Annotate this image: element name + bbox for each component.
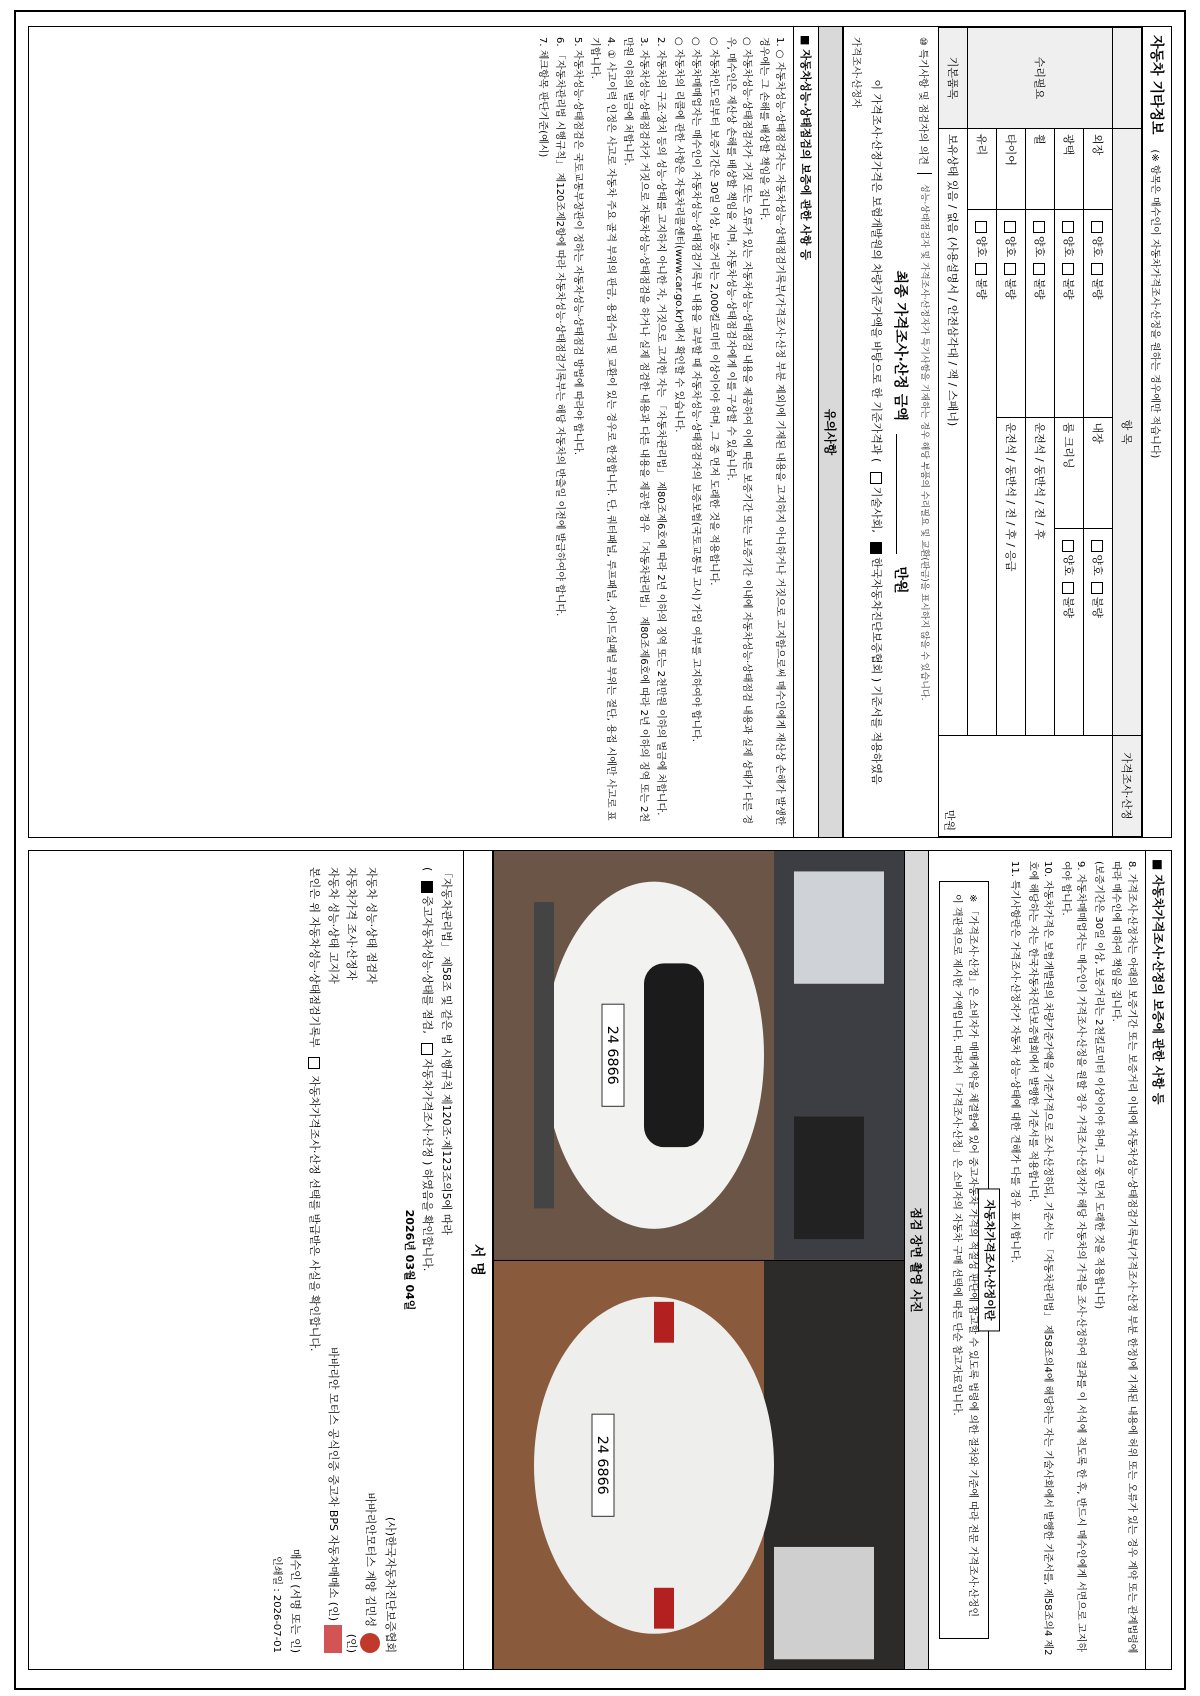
opt-label: 양호 <box>975 236 988 258</box>
checkbox-performance[interactable] <box>421 881 433 893</box>
other-info-title-text: 자동차 기타정보 <box>1148 35 1164 135</box>
pricer-label: 자동차가격 조사·산정자 <box>345 867 359 981</box>
checkbox-basis-2[interactable] <box>870 542 882 554</box>
row-name: 유리 <box>968 129 997 210</box>
plate-text: 24 6866 <box>594 1435 610 1495</box>
notice-item: ○ 자동차의 리콜에 관한 사항은 자동차리콜센터(www.car.go.kr)에서 확인할 수 있습니다. <box>673 37 684 433</box>
rotated-document <box>28 26 1172 1670</box>
final-price-line <box>885 37 917 827</box>
checkbox-basis-1[interactable] <box>870 472 882 484</box>
table-row <box>1026 28 1055 837</box>
basis-opt-1: 기술사회 <box>870 486 883 530</box>
opt-label: 양호 <box>1091 236 1104 258</box>
notice-item: 4. ① 사고이력 인정은 사고로 자동차 주요 골격 부위의 판금, 용접수리 및 교환이 있는 경우로 한정합니다. 단, 쿼터패널, 루프패널, 사이드실패널 부위는 절단, 용접 시에만 사고로 표기합니다. <box>589 37 616 821</box>
opt-label: 불량 <box>1033 278 1046 300</box>
pricer-row <box>342 867 361 1653</box>
opt-label: 양호 <box>1004 236 1017 258</box>
checkbox[interactable] <box>1033 263 1045 275</box>
buyer-tail: 자동차가격조사·산정 선택를 발급받은 사실을 확인합니다. <box>307 1075 321 1352</box>
checkbox[interactable] <box>1062 540 1074 552</box>
checkbox[interactable] <box>1091 263 1103 275</box>
row-name: 외장 <box>1084 129 1113 210</box>
checkbox[interactable] <box>1004 263 1016 275</box>
table-row <box>968 28 997 837</box>
row-name2: 운전석 / 동반석 / 전 / 후 <box>1026 417 1055 736</box>
sign-title: 서 명 <box>463 851 493 1669</box>
warranty-item: 11. 특기사항란은 가격조사·산정자가 자동차 성능·상태에 대한 견해가 다를 경우 표시합니다. <box>1009 861 1021 1263</box>
pricer-value: (인) <box>345 1633 359 1653</box>
buyer-row <box>304 867 323 1653</box>
price-explain-tag: 자동차가격조사·산정이란 <box>978 1188 1000 1331</box>
final-price-field[interactable] <box>896 434 897 554</box>
inspector-value: 바바리안모터스 계양 김민성 <box>364 1492 378 1627</box>
basic-row: 보유상태 있음 / 없음 (사용설명서 / 안전삼각대 / 잭 / 스패너) <box>939 129 968 736</box>
checkbox-buyer[interactable] <box>308 1057 320 1069</box>
seal-icon <box>360 1633 380 1653</box>
opt-label: 불량 <box>1091 596 1104 619</box>
check2-label: 자동차가격조사·산정 <box>421 1058 435 1158</box>
notice-title: 유의사항 <box>818 27 843 837</box>
row-name2: 운전석 / 동반석 / 전 / 후 / 응급 <box>997 417 1026 736</box>
checkbox-price[interactable] <box>421 1043 433 1055</box>
notice-body <box>527 27 794 837</box>
notifier-value: 바바리안 모터스 공식인증 중고차 BPS 자동차매매소 (인) <box>326 1347 340 1621</box>
car-rear-photo-icon <box>494 1261 904 1670</box>
final-price-unit: 만원 <box>892 566 908 594</box>
sign-section <box>261 851 464 1669</box>
checkbox[interactable] <box>1062 263 1074 275</box>
header-price: 가격조사·산정 <box>1113 736 1142 837</box>
warranty-body <box>999 851 1145 1669</box>
row-name2: 룸 크리닝 <box>1055 417 1084 528</box>
price-explain-text: ※ 「가격조사·산정」은 소비자가 매매계약을 체결함에 있어 중고자동차 가격의 적절성 판단에 참고할 수 있도록 법령에 의한 절차와 기준에 따라 전문 가격조사·산정인이 객관적으로 제시한 가액입니다. 따라서 「가격조사·산정」은 소비자의 자동차 구매 선택에 따른 단순 참고자료입니다. <box>951 894 978 1618</box>
check1-label: 중고자동차성능·상태를 점검 <box>421 895 435 1031</box>
sign-checks: ( 중고자동차성능·상태를 점검, 자동차가격조사·산정 ) 하였음을 확인합니다. <box>421 867 435 1272</box>
checkbox[interactable] <box>975 263 987 275</box>
notice-item: 1. ○ 자동차성능·상태점검자는 자동차성능·상태점검기록부(가격조사·산정 부분 제외)에 기재된 내용을 고지하지 아니하거나 거짓으로 고지함으로써 매수인에게 재산상 손해가 발생한 경우에는 그 손해를 배상할 책임을 집니다. <box>758 37 785 826</box>
notice-item: ○ 자동차인도일부터 보증기간은 30일 이상, 보증거리는 2,000킬로미터 이상이어야 하며, 그 중 먼저 도래한 것을 적용합니다. <box>708 37 719 586</box>
left-page <box>28 26 1172 838</box>
inspector-row <box>360 867 380 1653</box>
checkbox[interactable] <box>975 221 987 233</box>
car-front-photo-icon <box>494 851 904 1260</box>
special-text: 성능·상태점검자 및 가격조사·산정자가 특기사항을 기재하는 경우 해당 부품의 수리필요 및 교환(판금)을 표시하지 않을 수 있습니다. <box>919 184 929 701</box>
row-name: 타이어 <box>997 129 1026 210</box>
sign-law: 「자동차관리법」 제58조 및 같은 법 시행규칙 제120조·제123조의5에 따라 <box>440 867 453 1235</box>
warranty-item: 8. 가격조사·산정자는 아래의 보증기간 또는 보증거리 이내에 자동차성능·상태점검기록부(가격조사·산정 부분 한정)에 기재된 내용에 허위 또는 오류가 있는 경우 계약 또는 관계법령에 따라 매수인에 대하여 책임을 집니다. <box>1110 861 1137 1654</box>
row-name: 휠 <box>1026 129 1055 210</box>
plate-text: 24 6866 <box>604 1025 620 1085</box>
opt-label: 양호 <box>1091 554 1104 576</box>
price-unit: 만원 <box>939 736 1113 837</box>
notice-section-title: ■ 자동차성능·상태점검의 보증에 관한 사항 등 <box>793 27 818 837</box>
basic-label: 기본품목 <box>939 28 968 129</box>
opt-label: 불량 <box>1004 278 1017 300</box>
table-row <box>1084 28 1113 837</box>
notifier-row <box>323 867 342 1653</box>
inspection-photo-front <box>494 851 904 1261</box>
checkbox[interactable] <box>1062 582 1074 594</box>
opt-label: 불량 <box>1091 278 1104 300</box>
header-item: 항 목 <box>1113 129 1142 736</box>
basis-line: 이 가격조사·산정가격은 보험개발원의 차량기준가액을 바탕으로 한 기준가격과 ( 기술사회, 한국자동차진단보증협회 ) 기준서를 적용하였음 <box>870 79 883 785</box>
special-label: ⑩ 특기사항 및 점검자의 의견 <box>917 37 932 174</box>
table-row <box>997 28 1026 837</box>
basis-tail: 기준서를 적용하였음 <box>870 685 883 785</box>
checkbox[interactable] <box>1091 582 1103 594</box>
opt-label: 양호 <box>1033 236 1046 258</box>
repair-label: 수리필요 <box>968 28 1113 129</box>
checkbox[interactable] <box>1091 540 1103 552</box>
other-info-title <box>1142 27 1171 837</box>
checkbox[interactable] <box>1091 221 1103 233</box>
inspection-photo-rear <box>494 1261 904 1670</box>
notice-item: ○ 자동차매매업자는 매수인이 자동차성능·상태점검기록부 내용을 교부할 때 자동차성능·상태점검자의 보증보험(국토교통부 고시) 가입 여부를 고지하여야 합니다. <box>690 37 702 742</box>
warranty-item: 9. 자동차매매업자는 매수인이 가격조사·산정을 원할 경우 가격조사·산정자가 해당 자동차의 가격을 조사·산정하여 결과를 이 서식에 적도록 한 후, 반드시 매수인에게 서면으로 고지하여야 합니다. <box>1060 861 1087 1653</box>
row-name: 광택 <box>1055 129 1084 210</box>
table-row <box>939 28 968 837</box>
buyer-sign: 매수인 (서명 또는 인) <box>289 1548 303 1653</box>
row-name2: 내장 <box>1084 417 1113 528</box>
opt-label: 양호 <box>1062 236 1075 258</box>
warranty-section-title: ■ 자동차가격조사·산정의 보증에 관한 사항 등 <box>1145 851 1171 1669</box>
notice-item: 2. 자동차의 구조·장치 등의 성능·상태를 고지하지 아니한 자, 거짓으로 고지한 자는 「자동차관리법」 제80조제6호에 따라 2년 이하의 징역 또는 2천만원 이하의 벌금에 처합니다. <box>655 37 667 816</box>
inspector-label: 가격조사·산정자 <box>850 37 861 108</box>
warranty-item: (보증기간은 30일 이상, 보증거리는 2천킬로미터 이상이어야 하며, 그 중 먼저 도래한 것을 적용합니다) <box>1093 861 1104 1310</box>
basis-opt-2: 한국자동차진단보증협회 <box>870 557 883 675</box>
notifier-label: 자동차 성능·상태 고지자 <box>326 867 340 984</box>
print-date: 인쇄일 : 2026-07-01 <box>271 1556 283 1653</box>
checkbox[interactable] <box>1004 221 1016 233</box>
buyer-text: 본인은 위 자동차성능·상태점검기록부 <box>307 867 321 1048</box>
table-row <box>1055 28 1084 837</box>
right-page <box>28 850 1172 1670</box>
law-tail: 하였음을 확인합니다. <box>421 1168 435 1272</box>
sign-org: (사)한국자동차진단보증협회 <box>383 1516 397 1653</box>
inspector-label: 자동차 성능·상태 점검자 <box>365 867 379 984</box>
opt-label: 불량 <box>1062 278 1075 300</box>
notice-item: 7. 체크항목 판단기준(예시) <box>537 37 548 158</box>
notice-item: 6. 「자동차관리법 시행규칙」 제120조제2항에 따라 자동차성능·상태점검기록부는 해당 자동차의 반출일 이전에 발급하여야 합니다. <box>554 37 566 617</box>
final-price-label: 최종 가격조사·산정 금액 <box>892 270 908 421</box>
sign-date: 2026년 03월 04일 <box>402 1209 416 1311</box>
opt-label: 양호 <box>1062 554 1075 576</box>
inspector-row <box>850 37 865 827</box>
stamp-icon <box>324 1625 342 1653</box>
photos-title: 점검 장면 촬영 사진 <box>904 851 929 1669</box>
other-info-subtitle: (※ 항목은 매수인이 자동차가격조사·산정을 원하는 경우에만 적습니다) <box>1149 149 1160 459</box>
basis-text: 이 가격조사·산정가격은 보험개발원의 차량기준가액을 바탕으로 한 기준가격과 <box>870 79 883 455</box>
price-explain-box <box>939 881 996 1639</box>
photos-area <box>493 851 904 1669</box>
notice-item: ○ 자동차성능·상태점검자가 거짓 또는 오류가 있는 자동차성능·상태점검 내용을 제공하여 이에 따른 보증기간 또는 보증기간 이내에 자동차성능·상태점검 내용과 실제 상태가 다른 경우, 매수인은 재산상 손해를 배상할 책임을 지며, 자동차성능·상태점검자에게 이를 구상할 수 있습니다. <box>725 37 752 825</box>
checkbox[interactable] <box>1033 221 1045 233</box>
table-corner <box>1113 28 1142 129</box>
opt-label: 불량 <box>1062 596 1075 619</box>
price-box <box>843 27 938 837</box>
other-info-table <box>938 27 1142 837</box>
notice-item: 5. 자동차성능·상태점검은 국토교통부장관이 정하는 자동차성능·상태점검 방법에 따라야 합니다. <box>572 37 583 456</box>
notice-item: 3. 자동차성능·상태점검자가 거짓으로 자동차성능·상태점검을 하거나 실제 점검한 내용과 다른 내용을 제공한 경우 「자동차관리법」 제80조제6호에 따라 2년 이하의 징역 또는 2천만원 이하의 벌금에 처합니다. <box>622 37 649 822</box>
checkbox[interactable] <box>1062 221 1074 233</box>
opt-label: 불량 <box>975 278 988 300</box>
warranty-item: 10. 자동차가격은 보험개발원의 차량기준가액을 기준가격으로 조사·산정하되, 기준서는 「자동차관리법」 제58조의4에 해당하는 자는 기술사회에서 발행한 기준서를, 제58조의4 제2호에 해당하는 자는 한국자동차진단보증협회에서 발행한 기준서를 적용합니다. <box>1027 861 1054 1656</box>
